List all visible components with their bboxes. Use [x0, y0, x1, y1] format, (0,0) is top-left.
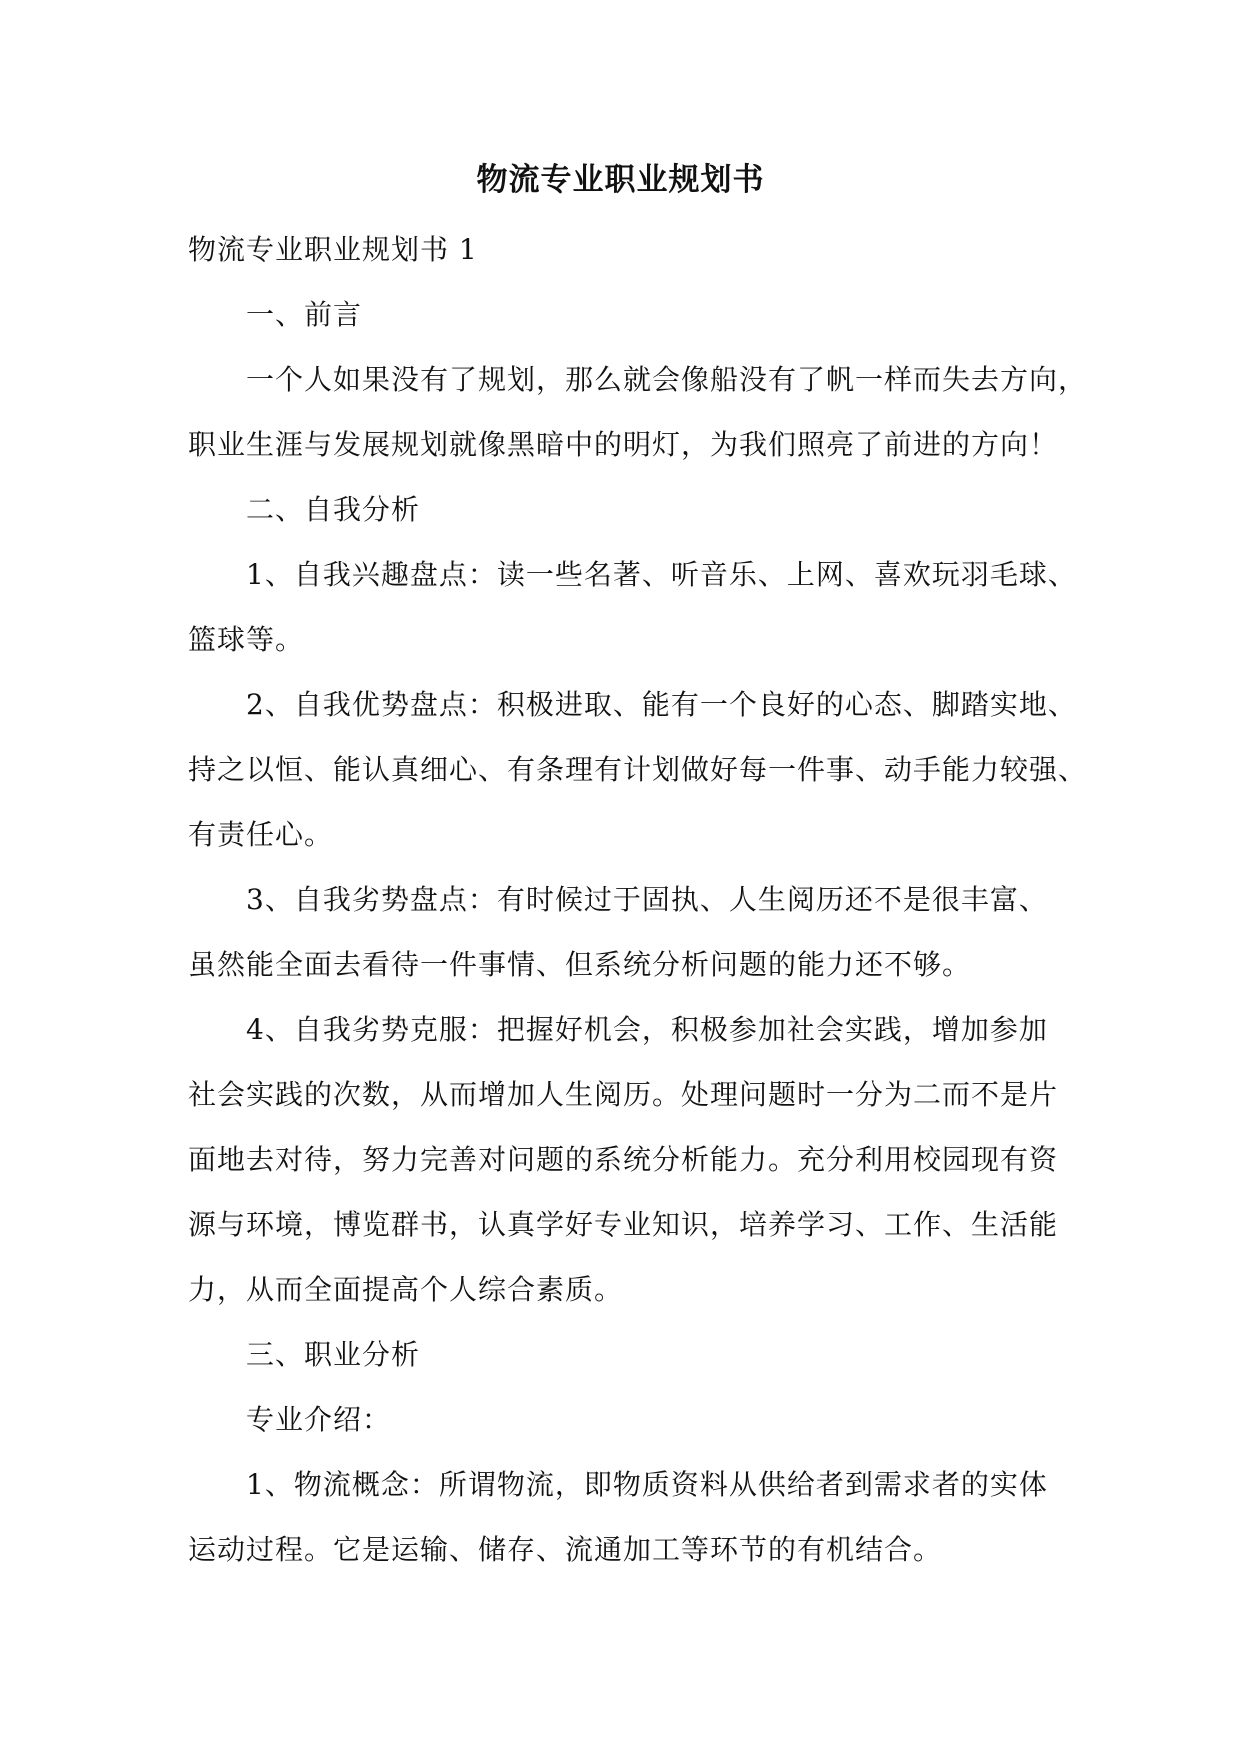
paragraph-line: 4、自我劣势克服：把握好机会，积极参加社会实践，增加参加 [246, 1013, 1048, 1046]
paragraph-line: 篮球等。 [188, 623, 305, 656]
paragraph-line: 2、自我优势盘点：积极进取、能有一个良好的心态、脚踏实地、 [246, 688, 1077, 721]
document-title: 物流专业职业规划书 [476, 162, 765, 198]
paragraph-line: 职业生涯与发展规划就像黑暗中的明灯，为我们照亮了前进的方向！ [188, 428, 1059, 461]
paragraph-line: 运动过程。它是运输、储存、流通加工等环节的有机结合。 [188, 1533, 943, 1566]
paragraph-line: 1、自我兴趣盘点：读一些名著、听音乐、上网、喜欢玩羽毛球、 [246, 558, 1077, 591]
paragraph-line: 一个人如果没有了规划，那么就会像船没有了帆一样而失去方向， [246, 363, 1088, 396]
paragraph-line: 源与环境，博览群书，认真学好专业知识，培养学习、工作、生活能 [188, 1208, 1059, 1241]
paragraph-line: 社会实践的次数，从而增加人生阅历。处理问题时一分为二而不是片 [188, 1078, 1059, 1111]
paragraph-line: 3、自我劣势盘点：有时候过于固执、人生阅历还不是很丰富、 [246, 883, 1048, 916]
paragraph-line: 1、物流概念：所谓物流，即物质资料从供给者到需求者的实体 [246, 1468, 1048, 1501]
subtitle-line: 物流专业职业规划书 1 [188, 233, 478, 266]
paragraph-line: 力，从而全面提高个人综合素质。 [188, 1273, 624, 1306]
paragraph-line: 专业介绍： [246, 1403, 392, 1436]
paragraph-line: 有责任心。 [188, 818, 334, 851]
paragraph-line: 面地去对待，努力完善对问题的系统分析能力。充分利用校园现有资 [188, 1143, 1059, 1176]
paragraph-line: 持之以恒、能认真细心、有条理有计划做好每一件事、动手能力较强、 [188, 753, 1088, 786]
heading-self-analysis: 二、自我分析 [246, 493, 421, 526]
paragraph-line: 虽然能全面去看待一件事情、但系统分析问题的能力还不够。 [188, 948, 972, 981]
heading-career-analysis: 三、职业分析 [246, 1338, 421, 1371]
heading-preface: 一、前言 [246, 298, 363, 331]
